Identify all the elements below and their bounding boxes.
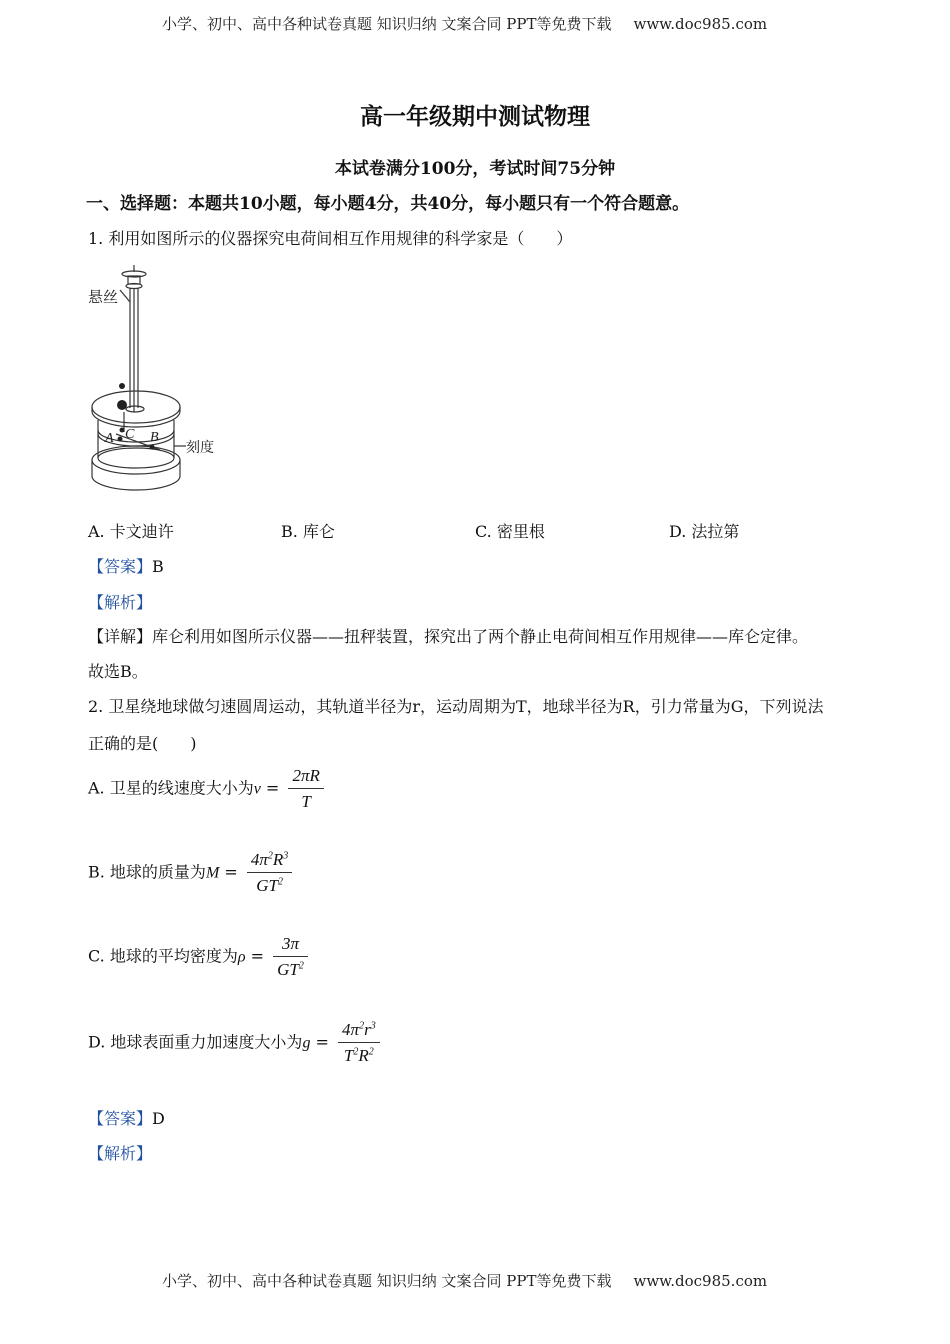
option-b-text: B. 地球的质量为 bbox=[88, 862, 206, 882]
option-a-var: v bbox=[253, 780, 261, 798]
footer-text: 小学、初中、高中各种试卷真题 知识归纳 文案合同 PPT等免费下载 bbox=[162, 1272, 612, 1290]
q1-option-b: B. 库仑 bbox=[281, 522, 335, 541]
option-b-numerator bbox=[247, 850, 292, 873]
option-b-var: M bbox=[205, 864, 220, 882]
option-d-num-mid: r bbox=[364, 1020, 371, 1039]
page-subtitle: 本试卷满分100分，考试时间75分钟 bbox=[334, 159, 616, 179]
option-b-den-sup: 2 bbox=[277, 876, 283, 888]
section-heading: 一、选择题：本题共10小题，每小题4分，共40分，每小题只有一个符合题意。 bbox=[86, 194, 690, 214]
header-text: 小学、初中、高中各种试卷真题 知识归纳 文案合同 PPT等免费下载 bbox=[162, 15, 612, 33]
q1-detail bbox=[88, 624, 808, 647]
option-d-numerator bbox=[338, 1020, 380, 1043]
option-a-fraction bbox=[288, 766, 323, 812]
q1-answer bbox=[88, 554, 164, 577]
q1-option-c: C. 密里根 bbox=[475, 522, 545, 541]
detail-text: 库仑利用如图所示仪器——扭秤装置，探究出了两个静止电荷间相互作用规律——库仑定律。 bbox=[152, 627, 809, 646]
page-header bbox=[162, 13, 767, 34]
option-d-denominator bbox=[338, 1043, 380, 1066]
label-b: B bbox=[150, 430, 159, 445]
option-b-num-sup1: 2 bbox=[267, 850, 273, 862]
option-c-numerator: 3π bbox=[273, 934, 308, 957]
q2-analysis-tag: 【解析】 bbox=[88, 1144, 153, 1163]
q2-answer bbox=[88, 1106, 165, 1129]
q2-stem-line1: 2. 卫星绕地球做匀速圆周运动，其轨道半径为r，运动周期为T，地球半径为R，引力常量为G，下列说法 bbox=[88, 697, 824, 716]
label-a: A bbox=[105, 431, 114, 446]
option-d-fraction bbox=[338, 1020, 380, 1066]
option-d-den-mid: R bbox=[358, 1046, 369, 1065]
option-a-text: A. 卫星的线速度大小为 bbox=[88, 778, 254, 798]
q1-option-d: D. 法拉第 bbox=[669, 522, 740, 541]
option-b-fraction bbox=[247, 850, 292, 896]
option-c-den-sup: 2 bbox=[298, 960, 304, 972]
q1-analysis-tag: 【解析】 bbox=[88, 593, 153, 612]
page-footer bbox=[162, 1270, 767, 1291]
option-b-num-mid: R bbox=[272, 850, 284, 869]
option-d-den-sup1: 2 bbox=[353, 1046, 359, 1058]
option-c-fraction bbox=[273, 934, 308, 980]
q2-option-d bbox=[88, 1020, 380, 1066]
header-url[interactable]: www.doc985.com bbox=[633, 15, 768, 33]
option-c-text: C. 地球的平均密度为 bbox=[88, 946, 238, 966]
torsion-balance-drawing bbox=[86, 262, 246, 502]
label-wire: 悬丝 bbox=[88, 288, 119, 306]
option-b-denominator bbox=[247, 873, 292, 896]
q2-stem-line2: 正确的是( ) bbox=[88, 734, 197, 753]
q1-stem: 1. 利用如图所示的仪器探究电荷间相互作用规律的科学家是（ ） bbox=[88, 229, 573, 248]
option-a-denominator: T bbox=[301, 792, 311, 811]
q2-option-c bbox=[88, 934, 308, 980]
option-d-den-sup2: 2 bbox=[368, 1046, 374, 1058]
q1-option-a: A. 卡文迪许 bbox=[88, 522, 174, 541]
footer-url[interactable]: www.doc985.com bbox=[633, 1272, 768, 1290]
option-d-var: g bbox=[302, 1034, 311, 1052]
option-c-denominator bbox=[273, 957, 308, 980]
label-scale: 刻度 bbox=[186, 440, 214, 456]
option-b-den-pre: GT bbox=[256, 876, 278, 895]
torsion-balance-figure bbox=[86, 262, 246, 502]
q1-choose: 故选B。 bbox=[88, 662, 148, 681]
answer-value: D bbox=[152, 1109, 165, 1128]
answer-tag: 【答案】 bbox=[88, 1109, 153, 1128]
q2-option-a bbox=[88, 766, 324, 812]
option-c-eq: = bbox=[245, 946, 265, 966]
option-c-var: ρ bbox=[237, 948, 246, 966]
detail-tag: 【详解】 bbox=[88, 627, 153, 646]
option-c-den-pre: GT bbox=[277, 960, 299, 979]
option-a-numerator: 2πR bbox=[288, 766, 323, 789]
option-d-eq: = bbox=[310, 1032, 329, 1052]
answer-value: B bbox=[152, 557, 164, 576]
option-d-text: D. 地球表面重力加速度大小为 bbox=[88, 1032, 303, 1052]
page-title: 高一年级期中测试物理 bbox=[360, 103, 590, 130]
option-b-eq: = bbox=[219, 862, 238, 882]
q2-option-b bbox=[88, 850, 292, 896]
option-d-num-sup2: 3 bbox=[370, 1020, 376, 1032]
label-c: C bbox=[125, 427, 135, 442]
option-d-den-pre: T bbox=[343, 1046, 354, 1065]
option-a-eq: = bbox=[260, 778, 280, 798]
option-b-num-sup2: 3 bbox=[283, 850, 289, 862]
answer-tag: 【答案】 bbox=[88, 557, 153, 576]
option-b-num-pre: 4π bbox=[250, 850, 268, 869]
option-d-num-sup1: 2 bbox=[359, 1020, 365, 1032]
option-d-num-pre: 4π bbox=[342, 1020, 360, 1039]
